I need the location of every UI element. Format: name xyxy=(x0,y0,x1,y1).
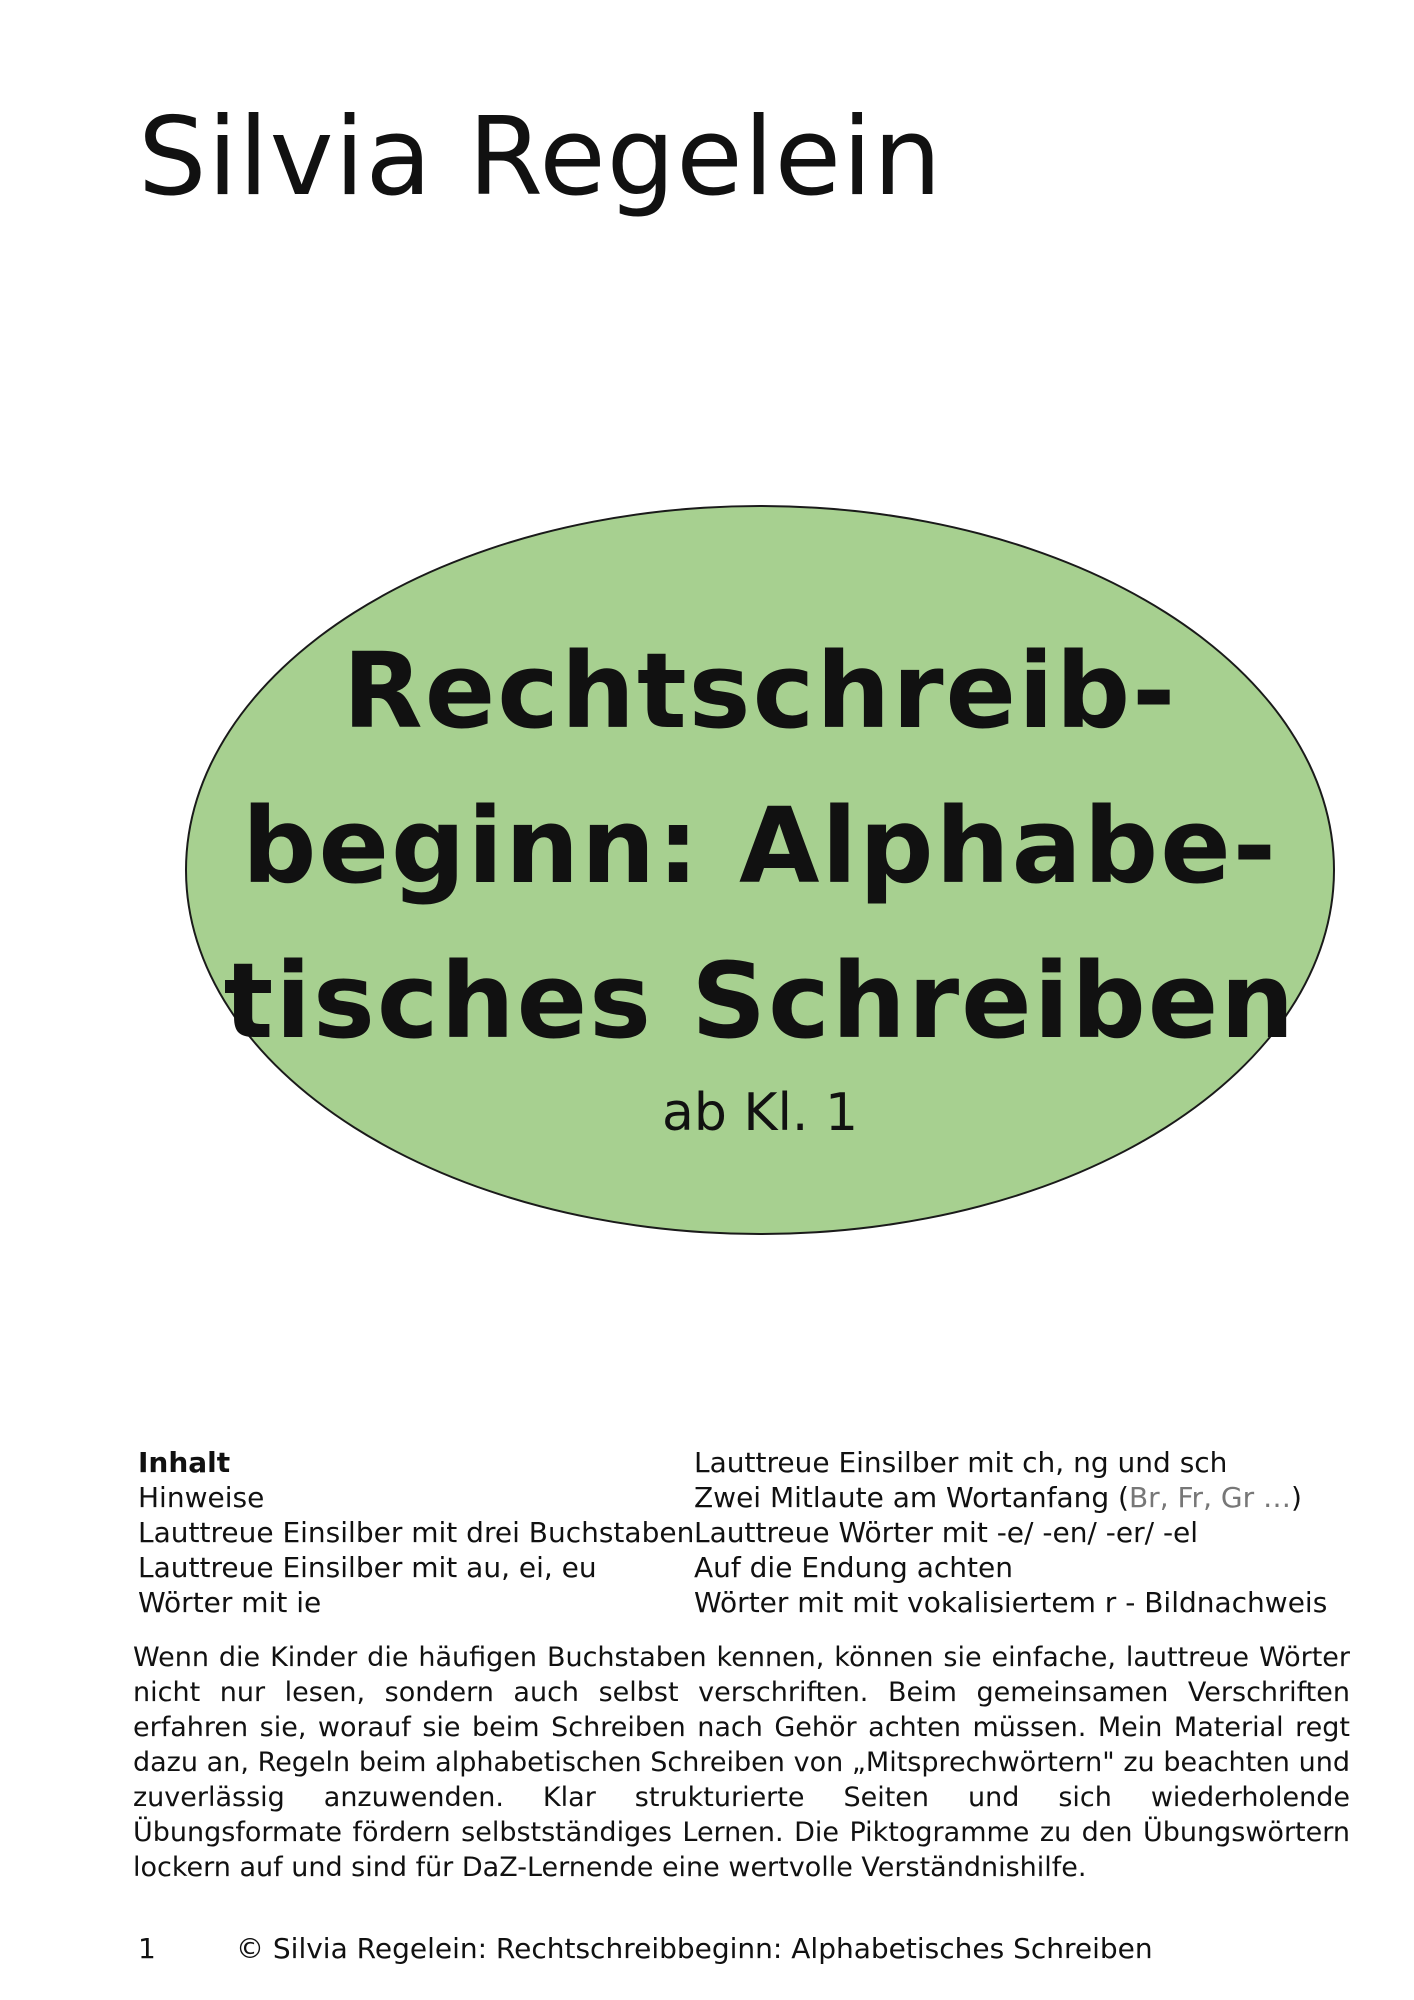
copyright-text: © Silvia Regelein: Rechtschreibbeginn: Alphabetisches Schreiben xyxy=(236,1932,1153,1965)
toc-left-column xyxy=(138,1445,694,1620)
toc-item: Lauttreue Einsilber mit drei Buchstaben xyxy=(138,1516,695,1549)
page-number: 1 xyxy=(138,1932,156,1965)
toc-item-examples: Br, Fr, Gr … xyxy=(1128,1481,1291,1514)
toc-right-column xyxy=(694,1445,1327,1620)
footer xyxy=(138,1932,1153,1965)
toc-item: Auf die Endung achten xyxy=(694,1551,1013,1584)
grade-level: ab Kl. 1 xyxy=(661,1083,859,1143)
toc-item-paren: ) xyxy=(1290,1481,1302,1514)
title-line-2: beginn: Alphabe- xyxy=(242,785,1278,907)
toc-heading: Inhalt xyxy=(138,1446,231,1479)
toc-item: Wörter mit ie xyxy=(138,1586,322,1619)
toc-item xyxy=(694,1480,1327,1515)
toc-item: Wörter mit mit vokalisiertem r - Bildnachweis xyxy=(694,1586,1328,1619)
title-line-1: Rechtschreib- xyxy=(342,630,1178,752)
toc-item: Hinweise xyxy=(138,1481,265,1514)
toc-item-text: Zwei Mitlaute am Wortanfang ( xyxy=(694,1481,1129,1514)
description-paragraph: Wenn die Kinder die häufigen Buchstaben kennen, können sie einfache, lauttreue Wörter nicht nur lesen, sondern auch selbst verschriften. Beim gemeinsamen Verschriften erfahren sie, worauf sie beim Schreiben nach Gehör achten müssen. Mein Material regt dazu an, Regeln beim alphabetischen Schreiben von „Mitsprechwörtern" zu beachten und zuverlässig anzuwenden. Klar strukturierte Seiten und sich wiederholende Übungsformate fördern selbstständiges Lernen. Die Piktogramme zu den Übungswörtern lockern auf und sind für DaZ-Lernende eine wertvolle Verständnishilfe. xyxy=(133,1642,1350,1883)
toc-item: Lauttreue Wörter mit -e/ -en/ -er/ -el xyxy=(694,1516,1199,1549)
title-line-3: tisches Schreiben xyxy=(223,940,1297,1062)
author-name: Silvia Regelein xyxy=(138,95,943,220)
toc-item: Lauttreue Einsilber mit au, ei, eu xyxy=(138,1551,597,1584)
toc-item: Lauttreue Einsilber mit ch, ng und sch xyxy=(694,1446,1228,1479)
